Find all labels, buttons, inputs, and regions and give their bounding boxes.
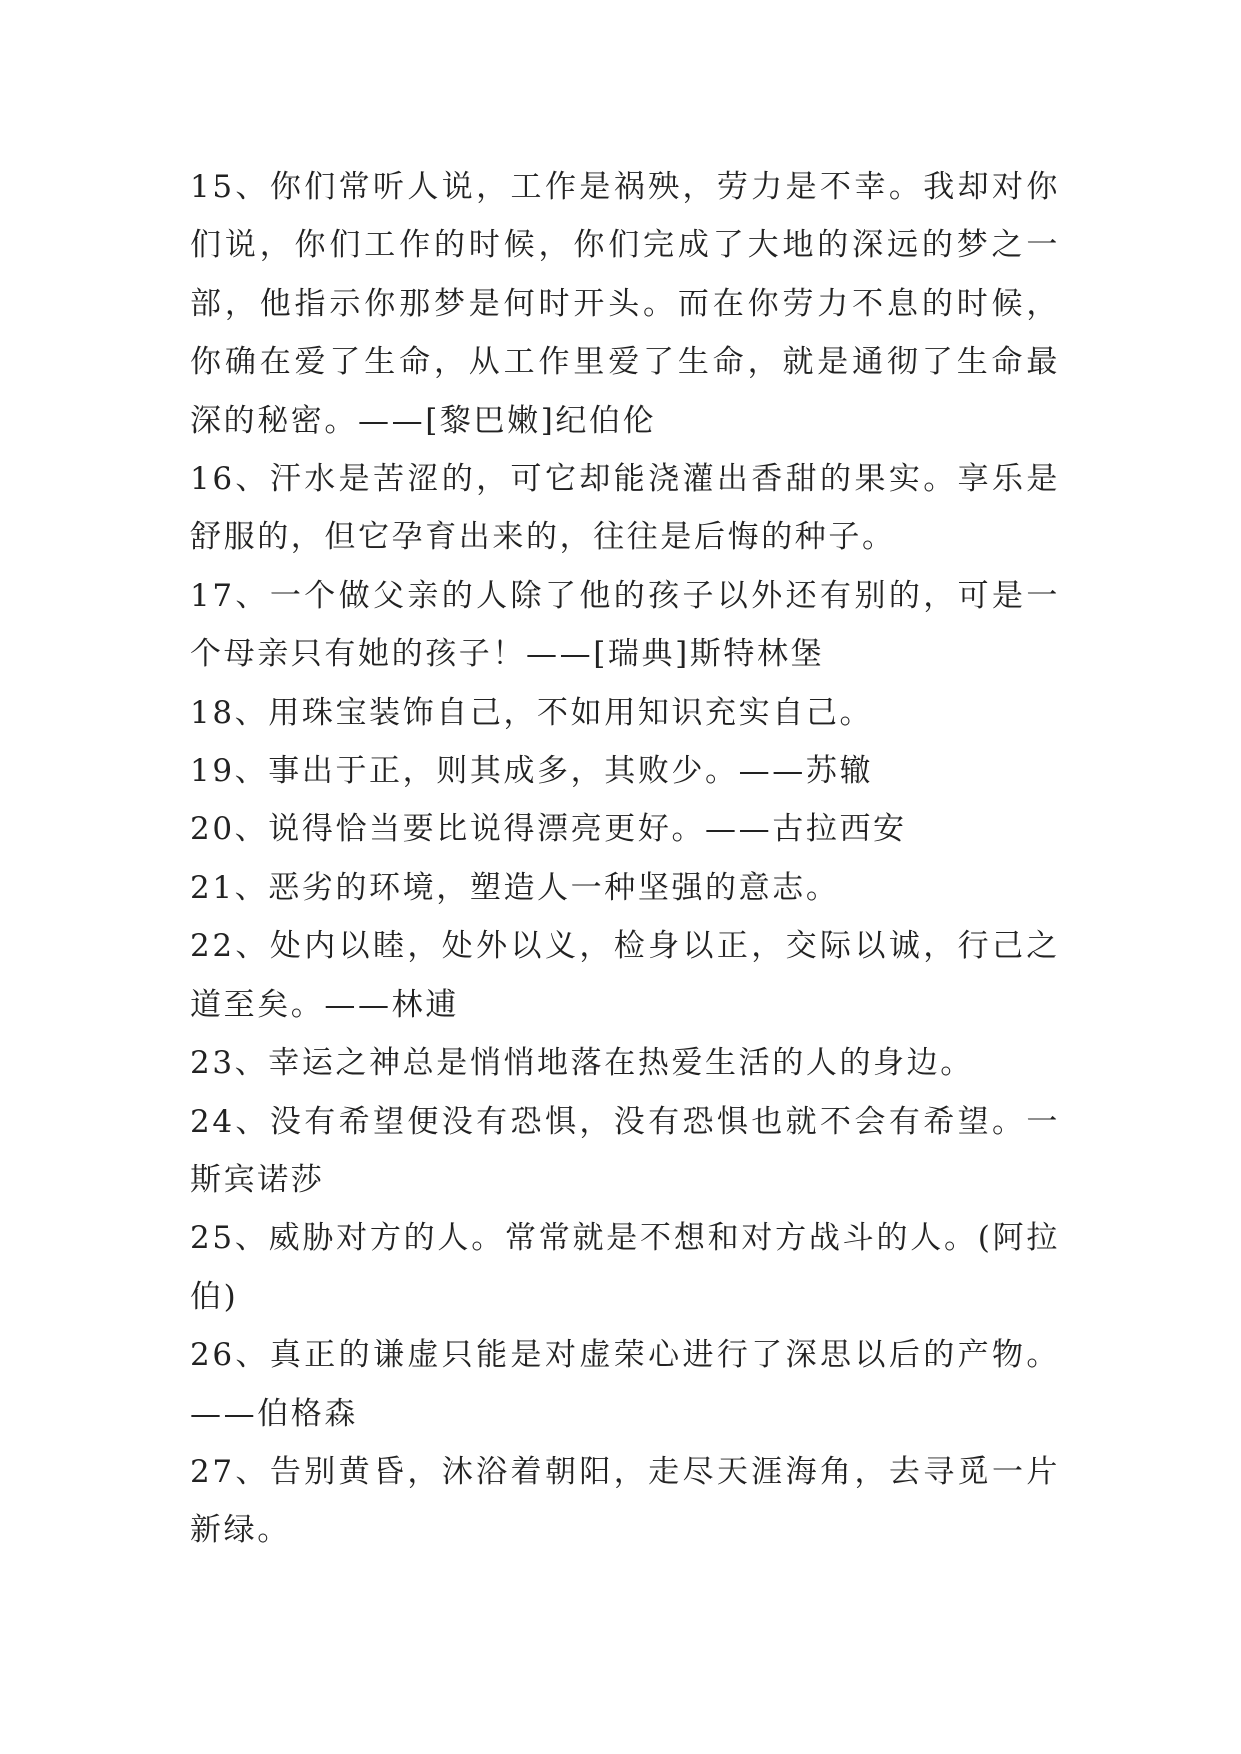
quote-paragraph: 22、处内以睦，处外以义，检身以正，交际以诚，行己之道至矣。——林逋 (190, 928, 1060, 1023)
quote-paragraph: 27、告别黄昏，沐浴着朝阳，走尽天涯海角，去寻觅一片新绿。 (190, 1453, 1060, 1549)
quote-list (190, 158, 1060, 1560)
quote-paragraph: 17、一个做父亲的人除了他的孩子以外还有别的，可是一个母亲只有她的孩子！——[瑞典]斯特林堡 (190, 577, 1060, 673)
quote-paragraph: 26、真正的谦虚只能是对虚荣心进行了深思以后的产物。——伯格森 (190, 1337, 1060, 1432)
quote-paragraph: 15、你们常听人说，工作是祸殃，劳力是不幸。我却对你们说，你们工作的时候，你们完成了大地的深远的梦之一部，他指示你那梦是何时开头。而在你劳力不息的时候，你确在爱了生命，从工作里爱了生命，就是通彻了生命最深的秘密。——[黎巴嫩]纪伯伦 (190, 169, 1060, 439)
quote-paragraph: 20、说得恰当要比说得漂亮更好。——古拉西安 (190, 811, 907, 848)
quote-paragraph: 16、汗水是苦涩的，可它却能浇灌出香甜的果实。享乐是舒服的，但它孕育出来的，往往是后悔的种子。 (190, 461, 1060, 556)
quote-paragraph: 23、幸运之神总是悄悄地落在热爱生活的人的身边。 (190, 1045, 974, 1082)
quote-paragraph: 18、用珠宝装饰自己，不如用知识充实自己。 (190, 694, 874, 731)
quote-paragraph: 19、事出于正，则其成多，其败少。——苏辙 (190, 753, 874, 790)
quote-paragraph: 25、威胁对方的人。常常就是不想和对方战斗的人。(阿拉伯) (190, 1220, 1060, 1315)
quote-paragraph: 24、没有希望便没有恐惧，没有恐惧也就不会有希望。一斯宾诺莎 (190, 1103, 1060, 1198)
quote-paragraph: 21、恶劣的环境，塑造人一种坚强的意志。 (190, 869, 840, 906)
